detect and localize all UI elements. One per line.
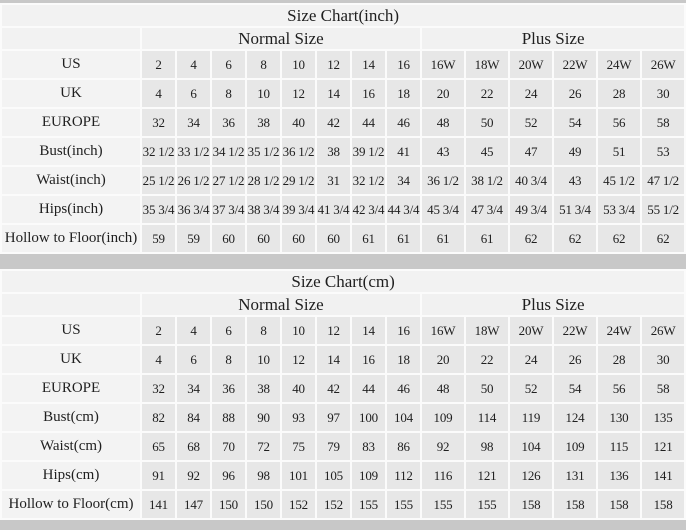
value-cell: 82 (142, 404, 175, 431)
size-chart-inch-table (0, 3, 686, 254)
value-cell: 24 (510, 80, 552, 107)
value-cell: 121 (642, 433, 684, 460)
value-cell: 10 (247, 80, 280, 107)
value-cell: 18 (387, 80, 420, 107)
value-cell: 12 (317, 317, 350, 344)
value-cell: 116 (422, 462, 464, 489)
value-cell: 141 (642, 462, 684, 489)
value-cell: 14 (317, 80, 350, 107)
value-cell: 36 1/2 (282, 138, 315, 165)
value-cell: 50 (466, 375, 508, 402)
value-cell: 62 (510, 225, 552, 252)
value-cell: 26 1/2 (177, 167, 210, 194)
value-cell: 59 (177, 225, 210, 252)
value-cell: 70 (212, 433, 245, 460)
size-chart-inch (0, 3, 686, 254)
value-cell: 68 (177, 433, 210, 460)
value-cell: 40 (282, 109, 315, 136)
value-cell: 130 (598, 404, 640, 431)
value-cell: 45 3/4 (422, 196, 464, 223)
value-cell: 10 (282, 51, 315, 78)
value-cell: 83 (352, 433, 385, 460)
value-cell: 26 (554, 80, 596, 107)
value-cell: 141 (142, 491, 175, 518)
value-cell: 6 (177, 80, 210, 107)
value-cell: 20 (422, 346, 464, 373)
row-label: US (2, 317, 140, 344)
value-cell: 104 (387, 404, 420, 431)
value-cell: 91 (142, 462, 175, 489)
corner-cell (2, 294, 140, 315)
value-cell: 22W (554, 51, 596, 78)
value-cell: 47 1/2 (642, 167, 684, 194)
value-cell: 12 (282, 346, 315, 373)
value-cell: 45 (466, 138, 508, 165)
value-cell: 38 (317, 138, 350, 165)
value-cell: 14 (317, 346, 350, 373)
value-cell: 12 (317, 51, 350, 78)
value-cell: 79 (317, 433, 350, 460)
value-cell: 49 3/4 (510, 196, 552, 223)
row-label: UK (2, 80, 140, 107)
value-cell: 72 (247, 433, 280, 460)
value-cell: 4 (142, 80, 175, 107)
value-cell: 54 (554, 109, 596, 136)
value-cell: 26W (642, 51, 684, 78)
value-cell: 58 (642, 375, 684, 402)
value-cell: 22 (466, 80, 508, 107)
value-cell: 105 (317, 462, 350, 489)
value-cell: 16 (352, 346, 385, 373)
value-cell: 109 (352, 462, 385, 489)
value-cell: 36 1/2 (422, 167, 464, 194)
row-label: Hollow to Floor(cm) (2, 491, 140, 518)
value-cell: 16 (387, 51, 420, 78)
group-header: Normal Size (142, 294, 420, 315)
value-cell: 121 (466, 462, 508, 489)
value-cell: 53 (642, 138, 684, 165)
value-cell: 101 (282, 462, 315, 489)
table-title: Size Chart(inch) (2, 5, 684, 26)
value-cell: 12 (282, 80, 315, 107)
value-cell: 35 3/4 (142, 196, 175, 223)
value-cell: 33 1/2 (177, 138, 210, 165)
value-cell: 38 3/4 (247, 196, 280, 223)
value-cell: 8 (247, 51, 280, 78)
value-cell: 34 1/2 (212, 138, 245, 165)
value-cell: 44 (352, 109, 385, 136)
value-cell: 16 (352, 80, 385, 107)
value-cell: 52 (510, 375, 552, 402)
value-cell: 61 (352, 225, 385, 252)
value-cell: 92 (177, 462, 210, 489)
value-cell: 47 (510, 138, 552, 165)
value-cell: 135 (642, 404, 684, 431)
value-cell: 115 (598, 433, 640, 460)
value-cell: 10 (247, 346, 280, 373)
value-cell: 36 (212, 375, 245, 402)
group-header: Normal Size (142, 28, 420, 49)
value-cell: 47 3/4 (466, 196, 508, 223)
value-cell: 40 (282, 375, 315, 402)
value-cell: 75 (282, 433, 315, 460)
value-cell: 38 1/2 (466, 167, 508, 194)
value-cell: 44 3/4 (387, 196, 420, 223)
value-cell: 88 (212, 404, 245, 431)
value-cell: 119 (510, 404, 552, 431)
group-header: Plus Size (422, 28, 684, 49)
value-cell: 152 (317, 491, 350, 518)
value-cell: 150 (247, 491, 280, 518)
value-cell: 84 (177, 404, 210, 431)
value-cell: 60 (212, 225, 245, 252)
group-header: Plus Size (422, 294, 684, 315)
value-cell: 96 (212, 462, 245, 489)
value-cell: 49 (554, 138, 596, 165)
value-cell: 16W (422, 317, 464, 344)
value-cell: 28 1/2 (247, 167, 280, 194)
value-cell: 155 (387, 491, 420, 518)
value-cell: 98 (466, 433, 508, 460)
value-cell: 46 (387, 109, 420, 136)
row-label: Hollow to Floor(inch) (2, 225, 140, 252)
value-cell: 60 (317, 225, 350, 252)
value-cell: 6 (212, 317, 245, 344)
value-cell: 25 1/2 (142, 167, 175, 194)
value-cell: 41 (387, 138, 420, 165)
value-cell: 131 (554, 462, 596, 489)
value-cell: 97 (317, 404, 350, 431)
value-cell: 36 3/4 (177, 196, 210, 223)
value-cell: 32 (142, 109, 175, 136)
value-cell: 8 (212, 346, 245, 373)
value-cell: 38 (247, 375, 280, 402)
value-cell: 90 (247, 404, 280, 431)
value-cell: 109 (422, 404, 464, 431)
value-cell: 112 (387, 462, 420, 489)
value-cell: 62 (554, 225, 596, 252)
value-cell: 32 1/2 (352, 167, 385, 194)
row-label: Bust(cm) (2, 404, 140, 431)
value-cell: 86 (387, 433, 420, 460)
value-cell: 56 (598, 375, 640, 402)
value-cell: 4 (142, 346, 175, 373)
value-cell: 155 (352, 491, 385, 518)
value-cell: 4 (177, 317, 210, 344)
value-cell: 14 (352, 51, 385, 78)
value-cell: 51 (598, 138, 640, 165)
value-cell: 24W (598, 51, 640, 78)
value-cell: 56 (598, 109, 640, 136)
value-cell: 16W (422, 51, 464, 78)
value-cell: 18 (387, 346, 420, 373)
value-cell: 93 (282, 404, 315, 431)
value-cell: 24 (510, 346, 552, 373)
value-cell: 28 (598, 346, 640, 373)
value-cell: 51 3/4 (554, 196, 596, 223)
value-cell: 158 (554, 491, 596, 518)
value-cell: 45 1/2 (598, 167, 640, 194)
value-cell: 6 (212, 51, 245, 78)
value-cell: 27 1/2 (212, 167, 245, 194)
value-cell: 22 (466, 346, 508, 373)
value-cell: 48 (422, 109, 464, 136)
value-cell: 100 (352, 404, 385, 431)
value-cell: 26 (554, 346, 596, 373)
value-cell: 114 (466, 404, 508, 431)
value-cell: 43 (422, 138, 464, 165)
value-cell: 2 (142, 317, 175, 344)
value-cell: 14 (352, 317, 385, 344)
value-cell: 126 (510, 462, 552, 489)
size-chart-cm-table (0, 269, 686, 520)
value-cell: 20W (510, 317, 552, 344)
value-cell: 109 (554, 433, 596, 460)
value-cell: 4 (177, 51, 210, 78)
value-cell: 34 (177, 109, 210, 136)
value-cell: 46 (387, 375, 420, 402)
value-cell: 60 (247, 225, 280, 252)
value-cell: 37 3/4 (212, 196, 245, 223)
value-cell: 31 (317, 167, 350, 194)
value-cell: 6 (177, 346, 210, 373)
row-label: EUROPE (2, 375, 140, 402)
row-label: Hips(inch) (2, 196, 140, 223)
value-cell: 152 (282, 491, 315, 518)
value-cell: 61 (387, 225, 420, 252)
value-cell: 34 (177, 375, 210, 402)
value-cell: 24W (598, 317, 640, 344)
value-cell: 158 (510, 491, 552, 518)
row-label: Waist(cm) (2, 433, 140, 460)
value-cell: 54 (554, 375, 596, 402)
value-cell: 136 (598, 462, 640, 489)
value-cell: 62 (642, 225, 684, 252)
row-label: UK (2, 346, 140, 373)
value-cell: 48 (422, 375, 464, 402)
value-cell: 52 (510, 109, 552, 136)
value-cell: 39 1/2 (352, 138, 385, 165)
value-cell: 155 (466, 491, 508, 518)
value-cell: 40 3/4 (510, 167, 552, 194)
value-cell: 124 (554, 404, 596, 431)
value-cell: 39 3/4 (282, 196, 315, 223)
value-cell: 28 (598, 80, 640, 107)
value-cell: 43 (554, 167, 596, 194)
value-cell: 32 (142, 375, 175, 402)
value-cell: 18W (466, 317, 508, 344)
value-cell: 16 (387, 317, 420, 344)
value-cell: 34 (387, 167, 420, 194)
value-cell: 32 1/2 (142, 138, 175, 165)
value-cell: 42 3/4 (352, 196, 385, 223)
corner-cell (2, 28, 140, 49)
value-cell: 29 1/2 (282, 167, 315, 194)
value-cell: 65 (142, 433, 175, 460)
value-cell: 42 (317, 109, 350, 136)
value-cell: 8 (247, 317, 280, 344)
value-cell: 20 (422, 80, 464, 107)
value-cell: 59 (142, 225, 175, 252)
value-cell: 41 3/4 (317, 196, 350, 223)
row-label: EUROPE (2, 109, 140, 136)
value-cell: 44 (352, 375, 385, 402)
value-cell: 22W (554, 317, 596, 344)
value-cell: 104 (510, 433, 552, 460)
value-cell: 18W (466, 51, 508, 78)
row-label: Waist(inch) (2, 167, 140, 194)
value-cell: 55 1/2 (642, 196, 684, 223)
value-cell: 58 (642, 109, 684, 136)
value-cell: 158 (642, 491, 684, 518)
value-cell: 38 (247, 109, 280, 136)
value-cell: 50 (466, 109, 508, 136)
value-cell: 147 (177, 491, 210, 518)
row-label: Hips(cm) (2, 462, 140, 489)
value-cell: 53 3/4 (598, 196, 640, 223)
value-cell: 98 (247, 462, 280, 489)
value-cell: 10 (282, 317, 315, 344)
row-label: US (2, 51, 140, 78)
value-cell: 92 (422, 433, 464, 460)
table-title: Size Chart(cm) (2, 271, 684, 292)
value-cell: 30 (642, 80, 684, 107)
value-cell: 61 (466, 225, 508, 252)
value-cell: 26W (642, 317, 684, 344)
value-cell: 2 (142, 51, 175, 78)
size-chart-cm (0, 269, 686, 520)
value-cell: 150 (212, 491, 245, 518)
value-cell: 42 (317, 375, 350, 402)
value-cell: 8 (212, 80, 245, 107)
value-cell: 62 (598, 225, 640, 252)
value-cell: 35 1/2 (247, 138, 280, 165)
value-cell: 158 (598, 491, 640, 518)
row-label: Bust(inch) (2, 138, 140, 165)
value-cell: 60 (282, 225, 315, 252)
value-cell: 155 (422, 491, 464, 518)
value-cell: 36 (212, 109, 245, 136)
value-cell: 30 (642, 346, 684, 373)
value-cell: 20W (510, 51, 552, 78)
value-cell: 61 (422, 225, 464, 252)
